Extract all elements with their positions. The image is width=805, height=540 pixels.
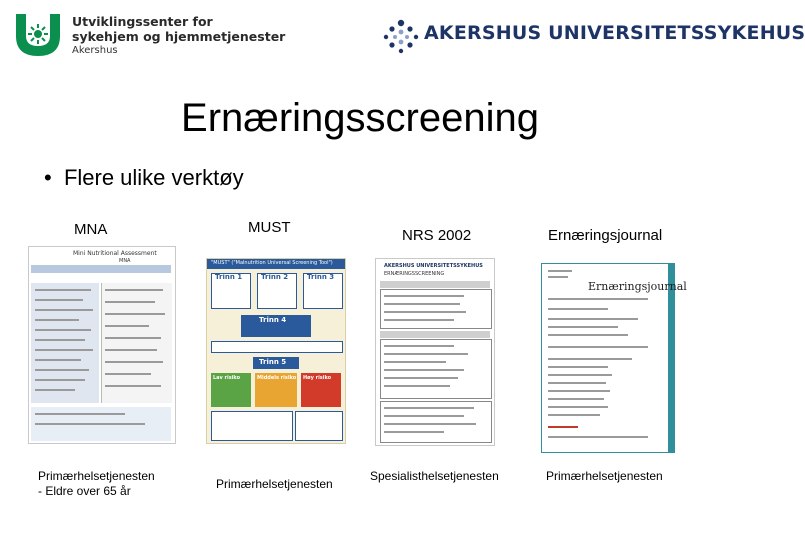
- logo-title-line1: Utviklingssenter for: [72, 14, 213, 29]
- logo-title-line2: sykehjem og hjemmetjenester: [72, 29, 286, 44]
- must-step1: Trinn 1: [215, 273, 243, 281]
- must-step4: Trinn 4: [259, 316, 287, 324]
- slide-title: Ernæringsscreening: [181, 96, 539, 140]
- must-form-thumbnail: [206, 258, 346, 444]
- utviklingssenter-emblem-icon: [12, 10, 64, 60]
- must-step3: Trinn 3: [307, 273, 335, 281]
- must-form-heading: "MUST" ("Malnutrition Universal Screening Tool"): [211, 260, 333, 266]
- caption-nrs: [370, 469, 499, 484]
- caption-mna-line2: - Eldre over 65 år: [38, 484, 131, 498]
- caption-must: [216, 477, 333, 492]
- logo-subtitle: Akershus: [72, 45, 118, 56]
- utviklingssenter-logo: [12, 10, 286, 60]
- must-risk-high: Høy risiko: [303, 375, 332, 381]
- tool-label-mna: MNA: [74, 221, 108, 238]
- journal-form-heading: Ernæringsjournal: [588, 280, 687, 293]
- bullet-icon: •: [44, 165, 52, 190]
- tool-label-journal: Ernæringsjournal: [548, 227, 663, 244]
- must-risk-low: Lav risiko: [213, 375, 241, 381]
- tool-label-must: MUST: [248, 219, 291, 236]
- must-step5: Trinn 5: [259, 358, 287, 366]
- caption-mna-line1: Primærhelsetjenesten: [38, 469, 155, 483]
- tool-label-nrs: NRS 2002: [402, 227, 472, 244]
- ahus-name: AKERSHUS UNIVERSITETSSYKEHUS: [424, 22, 805, 44]
- journal-form-thumbnail: [541, 263, 687, 453]
- caption-journal: [546, 469, 663, 484]
- ahus-logo: [382, 18, 805, 58]
- nrs-form-sub: ERNÆRINGSSCREENING: [384, 271, 445, 277]
- caption-journal-line1: Primærhelsetjenesten: [546, 469, 663, 483]
- mna-form-sub: MNA: [119, 258, 131, 264]
- caption-mna: [38, 469, 155, 499]
- mna-form-thumbnail: [28, 246, 176, 444]
- caption-must-line1: Primærhelsetjenesten: [216, 477, 333, 491]
- bullet-text: Flere ulike verktøy: [63, 165, 244, 190]
- bullet-item: [44, 165, 244, 191]
- nrs-form-thumbnail: [375, 258, 495, 446]
- mna-form-heading: Mini Nutritional Assessment: [73, 250, 157, 257]
- must-step2: Trinn 2: [261, 273, 289, 281]
- nrs-form-heading: AKERSHUS UNIVERSITETSSYKEHUS: [384, 263, 483, 269]
- ahus-emblem-icon: [382, 18, 420, 54]
- logo-title: [72, 14, 285, 44]
- caption-nrs-line1: Spesialisthelsetjenesten: [370, 469, 499, 483]
- must-risk-mid: Middels risiko: [257, 375, 297, 381]
